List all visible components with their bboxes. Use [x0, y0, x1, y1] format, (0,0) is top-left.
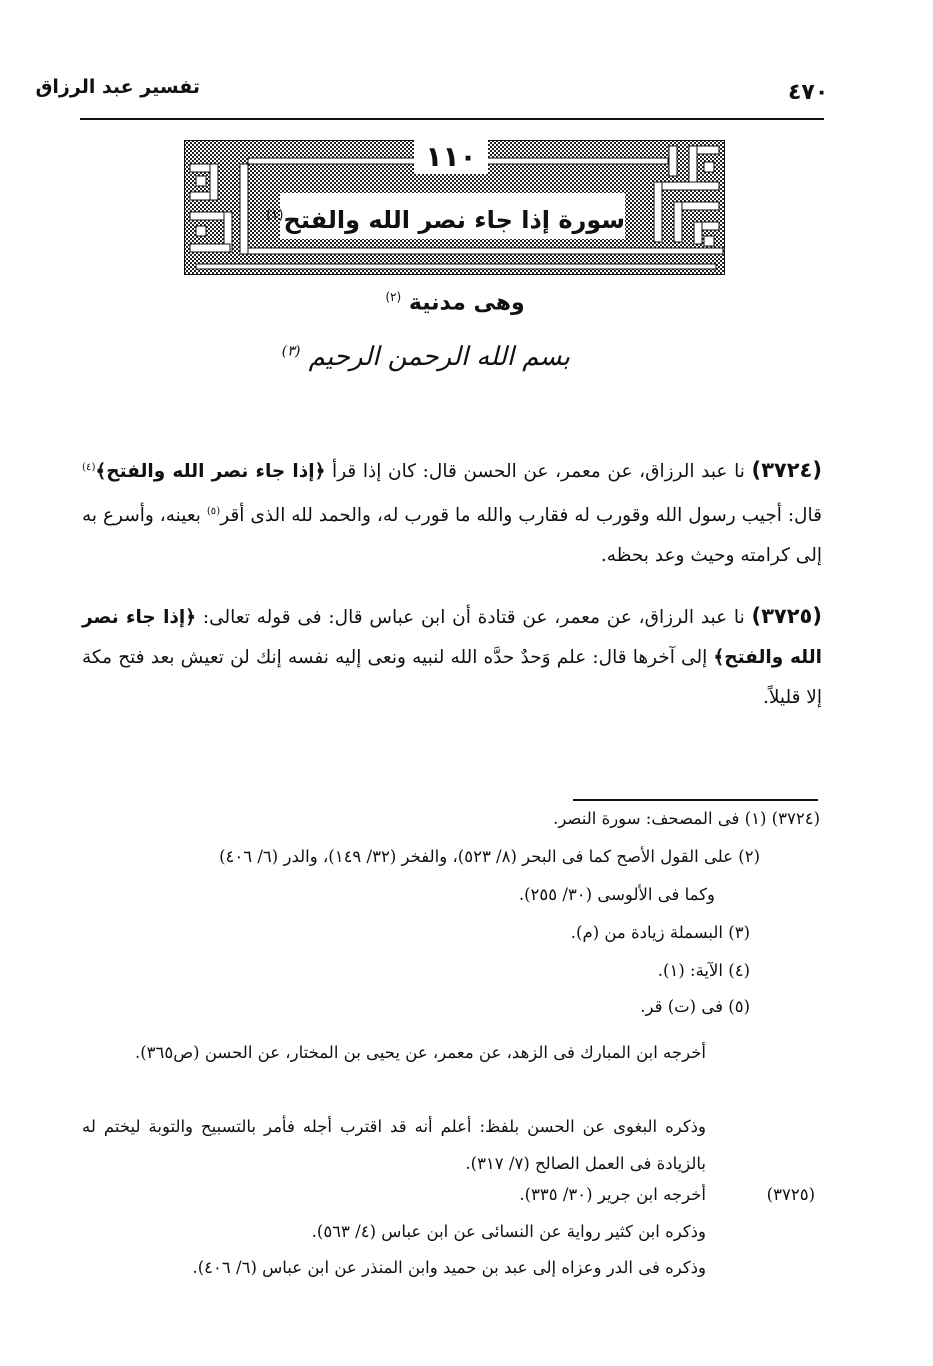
- hadith-text: نا عبد الرزاق، عن معمر، عن قتادة أن ابن عباس قال: فى قوله تعالى:: [196, 607, 752, 628]
- footnote-5: (٥) فى (ت) قر.: [640, 997, 750, 1016]
- takhrij-ibn-jarir: أخرجه ابن جرير (٣٠/ ٣٣٥).: [519, 1185, 706, 1204]
- basmala-text: بسم الله الرحمن الرحيم: [308, 342, 570, 372]
- revelation-place-text: وهى مدنية: [408, 290, 525, 316]
- footnote-ref-2: (٢): [385, 290, 402, 304]
- hadith-3724: [82, 448, 822, 576]
- takhrij-ibn-mubarak: أخرجه ابن المبارك فى الزهد، عن معمر، عن يحيى بن المختار، عن الحسن (ص٣٦٥).: [134, 1043, 706, 1062]
- quran-quote: ﴿إذا جاء نصر الله والفتح﴾: [95, 461, 326, 483]
- footnote-ref-4: (٤): [82, 462, 96, 473]
- sura-title: [266, 193, 625, 239]
- revelation-place: [380, 290, 530, 315]
- footnote-ref-3: (٣): [281, 343, 301, 360]
- takhrij-al-durr: وذكره فى الدر وعزاه إلى عبد بن حميد وابن المنذر عن ابن عباس (٦/ ٤٠٦).: [192, 1258, 706, 1277]
- sura-number: ١١٠: [414, 140, 488, 174]
- hadith-text: إلى آخرها قال: علم وَحدٌ حدَّه الله لنبيه ونعى إليه نفسه إنك لن تعيش بعد فتح مكة إلا قليلاً.: [82, 647, 822, 708]
- sura-title-text: سورة إذا جاء نصر الله والفتح: [283, 206, 625, 234]
- header-rule: [80, 118, 824, 120]
- hadith-text: نا عبد الرزاق، عن معمر، عن الحسن قال: كان إذا قرأ: [325, 461, 752, 483]
- page-number: ٤٧٠: [788, 80, 829, 105]
- takhrij-baghawi: وذكره البغوى عن الحسن بلفظ: أعلم أنه قد اقترب أجله فأمر بالتسبيح والتوبة ليختم له بالزيادة فى العمل الصالح (٧/ ٣١٧).: [82, 1117, 706, 1173]
- footnote-ref-1: (١): [266, 208, 284, 223]
- footnote-4: (٤) الآية: (١).: [657, 961, 750, 980]
- footnote-hadith-3725-label: (٣٧٢٥): [766, 1185, 815, 1204]
- basmala: [281, 342, 570, 372]
- footnote-ref-5: (٥): [206, 506, 221, 518]
- takhrij-ibn-kathir: وذكره ابن كثير رواية عن النسائى عن ابن عباس (٤/ ٥٦٣).: [311, 1222, 706, 1241]
- quran-quote: ﴿إذا جاء نصر الله والفتح﴾: [82, 607, 823, 668]
- hadith-3725: [82, 596, 822, 718]
- hadith-text: قال: أجيب رسول الله وقورب له فقارب والله ما قورب له، والحمد لله الذى أقر: [220, 505, 822, 527]
- footnote-1: (٣٧٢٤) (١) فى المصحف: سورة النصر.: [553, 809, 820, 828]
- running-title: تفسير عبد الرزاق: [35, 76, 200, 98]
- footnote-rule: [573, 799, 818, 801]
- footnote-2-line1: (٢) على القول الأصح كما فى البحر (٨/ ٥٢٣)، والفخر (٣٢/ ١٤٩)، والدر (٦/ ٤٠٦): [219, 847, 760, 866]
- hadith-number: (٣٧٢٤): [751, 458, 822, 483]
- footnote-3: (٣) البسملة زيادة من (م).: [570, 923, 750, 942]
- footnote-2-line2: وكما فى الألوسى (٣٠/ ٢٥٥).: [518, 885, 715, 904]
- hadith-number: (٣٧٢٥): [751, 604, 822, 628]
- hadith-text: بعينه، وأسرع به إلى كرامته وحيث وعد بحظه.: [82, 505, 822, 567]
